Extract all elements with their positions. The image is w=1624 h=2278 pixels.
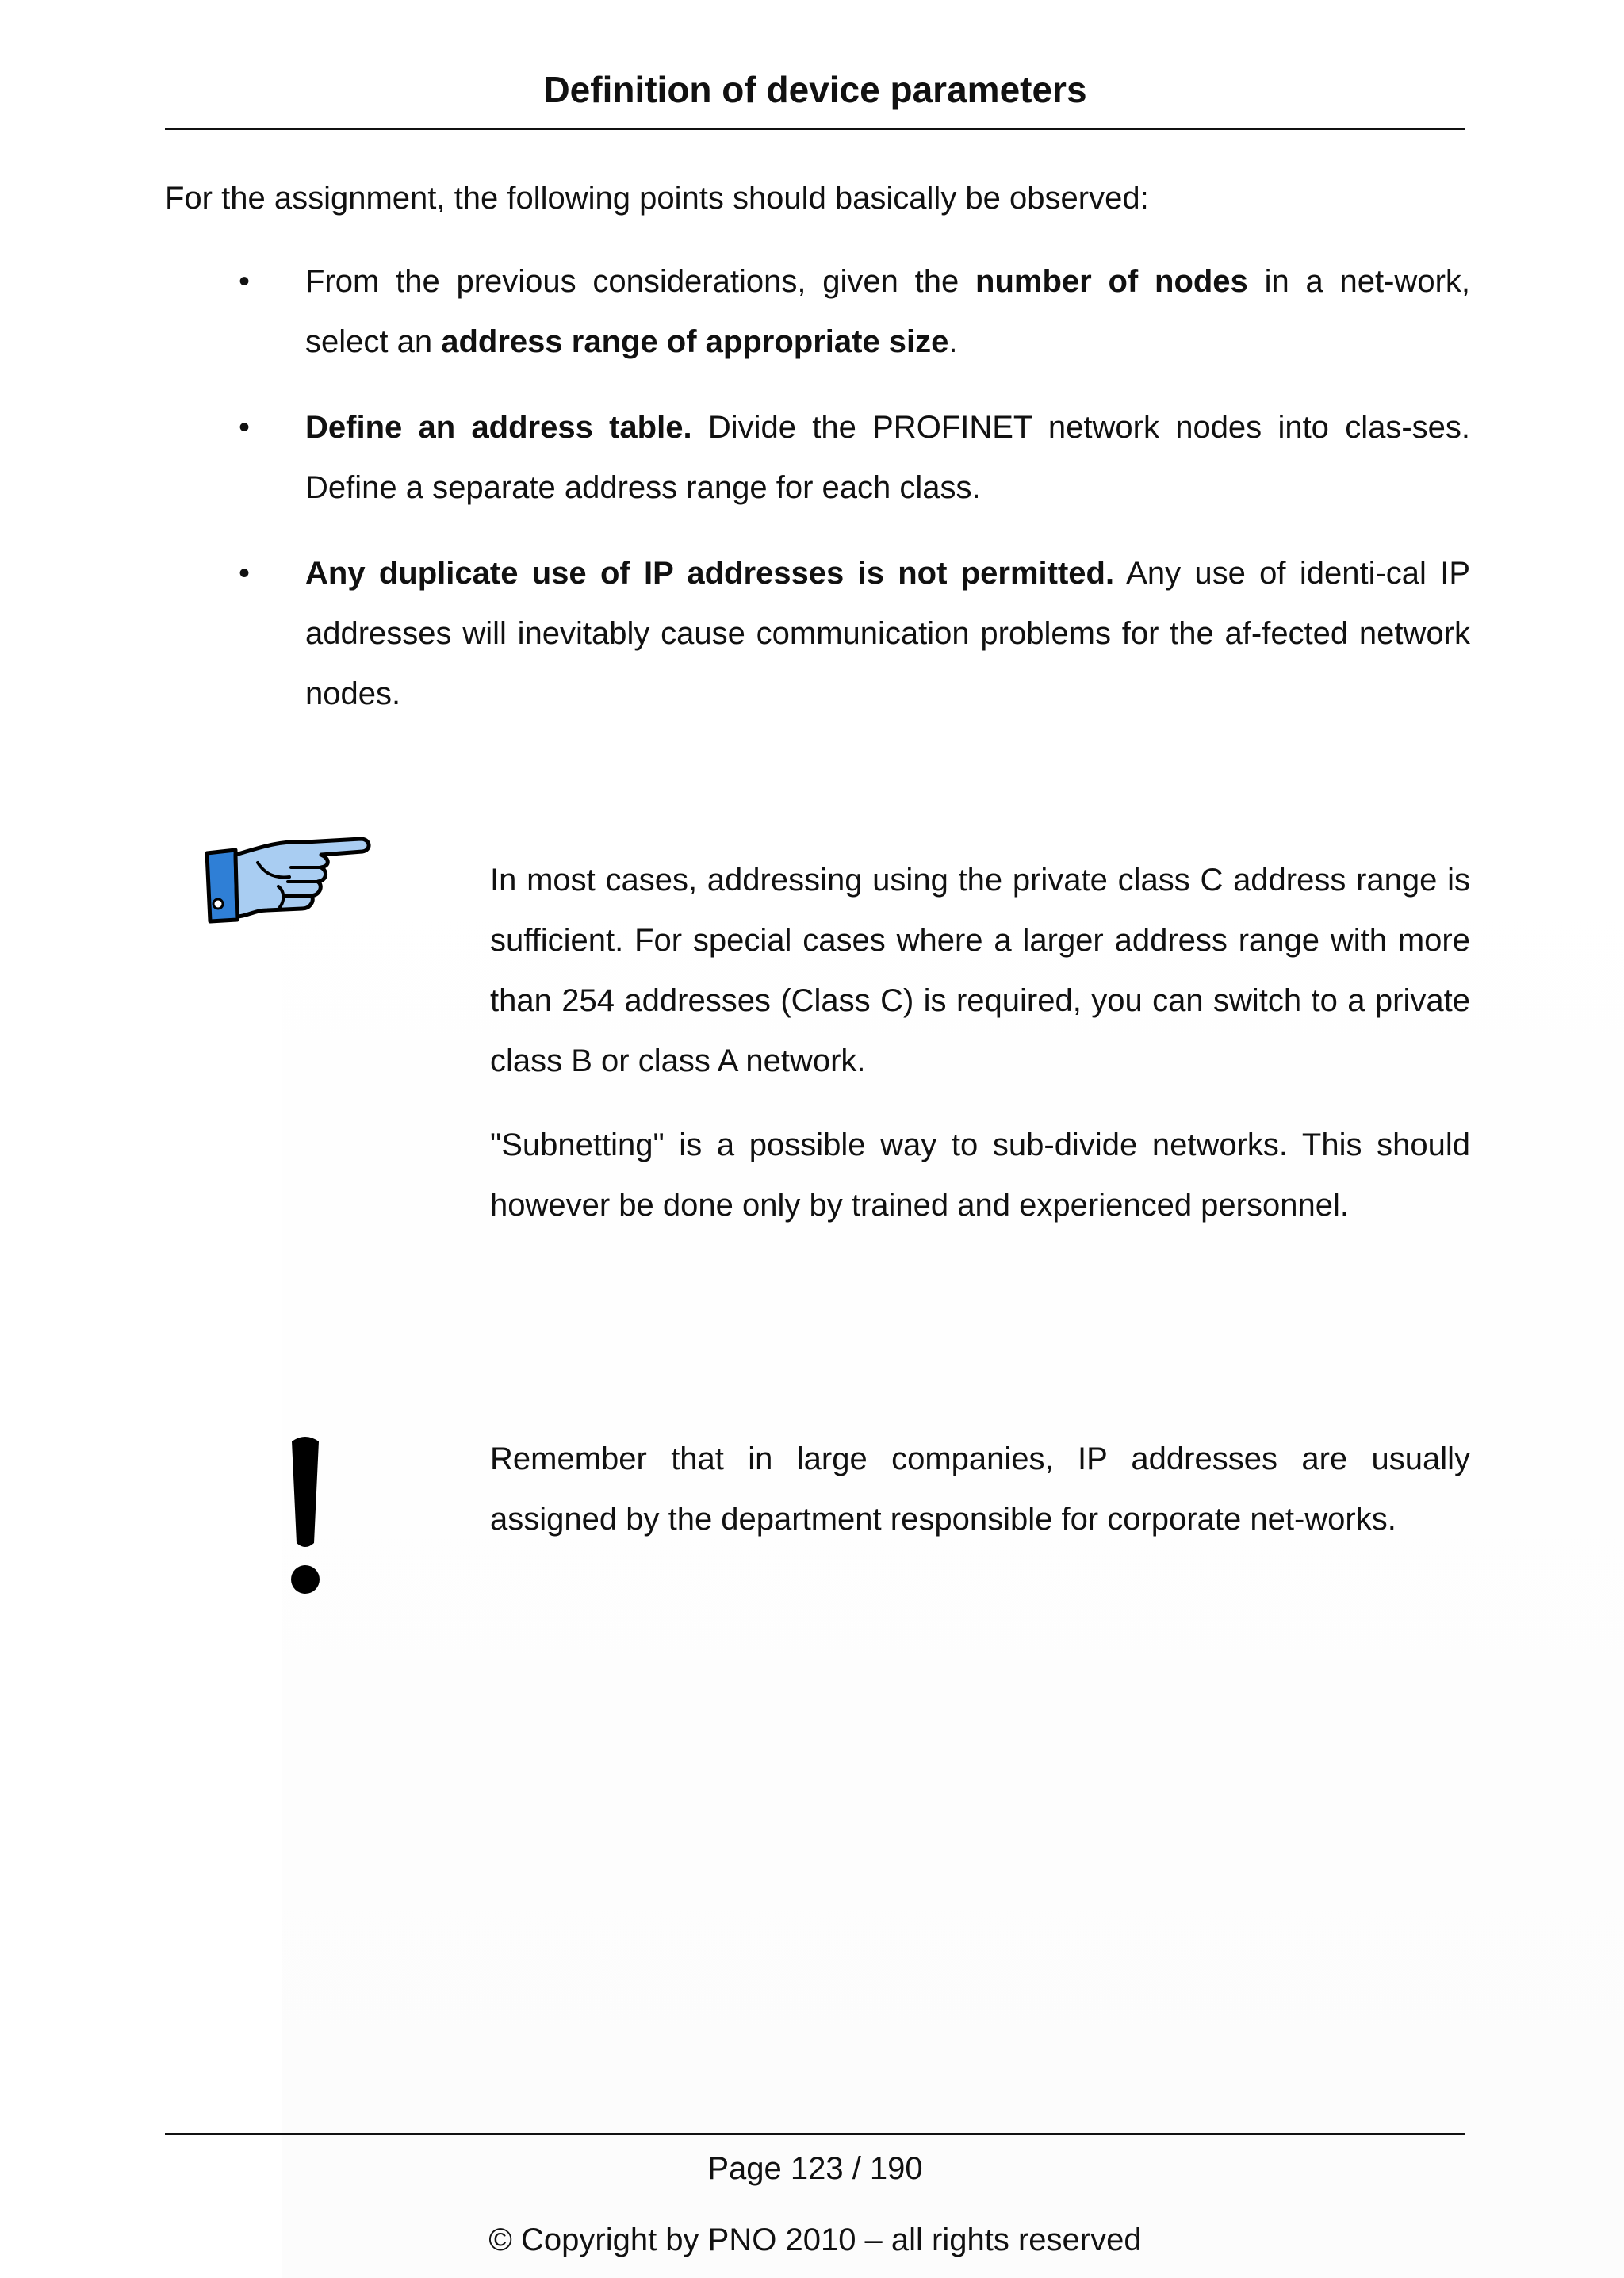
bold-text: address range of appropriate size (441, 324, 949, 359)
requirements-list (165, 251, 1470, 749)
intro-paragraph: For the assignment, the following points should basically be observed: (165, 181, 1149, 216)
bold-text: Define an address table. (305, 410, 692, 445)
bullet-marker: • (239, 410, 251, 445)
list-item (165, 397, 1470, 518)
footer-divider (165, 2133, 1465, 2135)
body-text: . (948, 324, 958, 359)
bullet-marker: • (239, 264, 251, 299)
header-divider (165, 128, 1465, 130)
page-title: Definition of device parameters (543, 69, 1087, 110)
exclamation-icon (285, 1432, 325, 1598)
warning-note (490, 1429, 1470, 1573)
warning-paragraph: Remember that in large companies, IP addresses are usually assigned by the department responsible for corporate net-works. (490, 1441, 1470, 1537)
body-text: From the previous considerations, given the (305, 264, 976, 299)
hint-note (490, 850, 1470, 1259)
bullet-marker: • (239, 556, 251, 591)
hint-paragraph: "Subnetting" is a possible way to sub-divide networks. This should however be done only by trained and experienced personnel. (490, 1128, 1470, 1223)
body-text: in a net-work, select an (305, 264, 1471, 359)
body-text: Any use of identi-cal IP addresses will inevitably cause communication problems for the af-fected network nodes. (305, 556, 1470, 711)
list-item (165, 543, 1470, 724)
hint-paragraph: In most cases, addressing using the private class C address range is sufficient. For special cases where a larger address range with more than 254 addresses (Class C) is required, you can switch to a private class B or class A network. (490, 863, 1470, 1078)
pointing-hand-icon (202, 831, 373, 926)
bold-text: Any duplicate use of IP addresses is not permitted. (305, 556, 1115, 591)
body-text: Divide the PROFINET network nodes into clas-ses. Define a separate address range for each class. (305, 410, 1471, 505)
list-item (165, 251, 1470, 372)
copyright-notice: © Copyright by PNO 2010 – all rights reserved (488, 2222, 1142, 2257)
bold-text: number of nodes (975, 264, 1248, 299)
page-number: Page 123 / 190 (707, 2151, 923, 2186)
